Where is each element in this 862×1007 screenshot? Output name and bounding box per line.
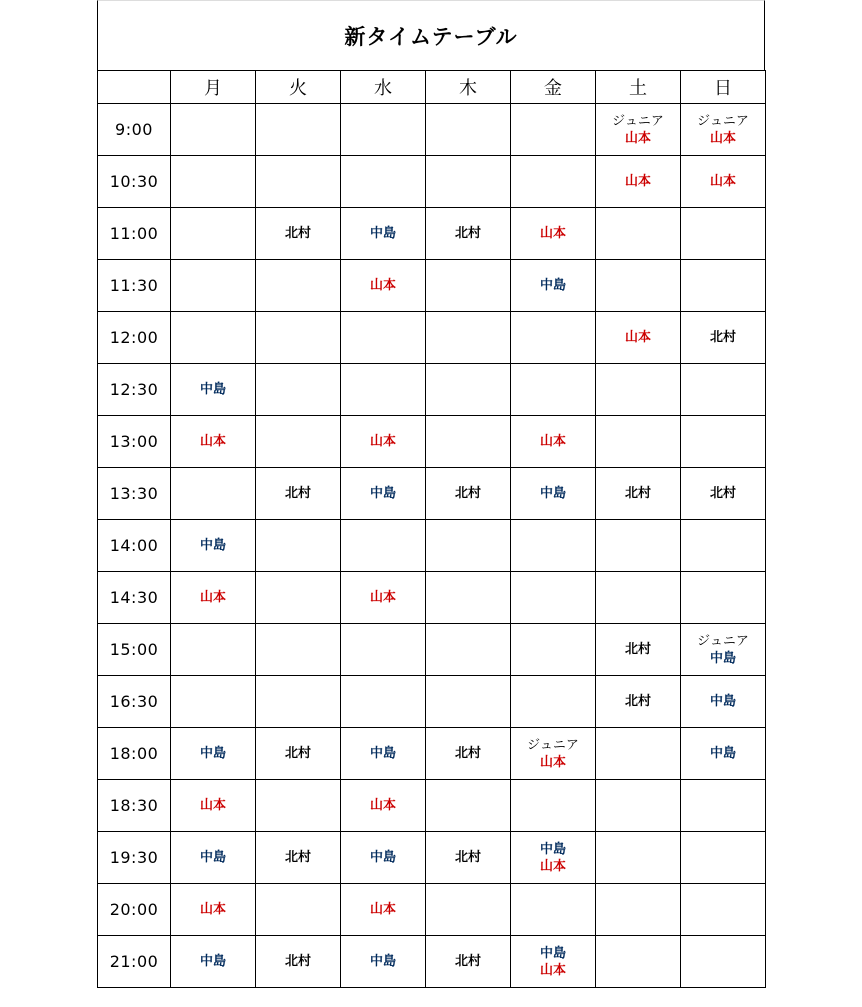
instructor-name: 山本 <box>369 902 396 917</box>
table-row <box>98 936 766 988</box>
time-cell: 18:30 <box>98 780 171 832</box>
day-header-cell: 木 <box>426 71 511 104</box>
schedule-cell <box>171 780 256 832</box>
instructor-name: 中島 <box>709 746 736 761</box>
schedule-cell <box>681 104 766 156</box>
instructor-name: 山本 <box>624 130 651 146</box>
schedule-cell <box>426 208 511 260</box>
schedule-cell <box>511 728 596 780</box>
schedule-cell <box>256 884 341 936</box>
schedule-cell <box>256 416 341 468</box>
schedule-cell <box>256 208 341 260</box>
instructor-name: 北村 <box>454 954 481 969</box>
time-cell: 15:00 <box>98 624 171 676</box>
time-cell: 14:00 <box>98 520 171 572</box>
instructor-name: 山本 <box>624 330 651 345</box>
day-header-cell: 金 <box>511 71 596 104</box>
instructor-name: 北村 <box>709 486 736 501</box>
schedule-cell <box>511 520 596 572</box>
schedule-cell <box>171 728 256 780</box>
schedule-cell <box>596 416 681 468</box>
time-cell: 11:30 <box>98 260 171 312</box>
schedule-cell <box>426 468 511 520</box>
instructor-name: 北村 <box>709 330 736 345</box>
class-tag: ジュニア <box>697 633 749 649</box>
schedule-cell <box>171 416 256 468</box>
instructor-name: 山本 <box>199 590 226 605</box>
schedule-cell <box>256 364 341 416</box>
page-title <box>97 0 765 70</box>
time-cell: 18:00 <box>98 728 171 780</box>
schedule-cell <box>596 520 681 572</box>
schedule-cell <box>341 572 426 624</box>
instructor-name: 北村 <box>284 954 311 969</box>
schedule-cell <box>596 936 681 988</box>
day-header-cell: 火 <box>256 71 341 104</box>
schedule-cell <box>596 468 681 520</box>
instructor-name: 中島 <box>539 278 566 293</box>
instructor-name: 山本 <box>369 434 396 449</box>
schedule-cell <box>171 156 256 208</box>
schedule-cell <box>681 728 766 780</box>
schedule-cell <box>681 208 766 260</box>
time-cell: 11:00 <box>98 208 171 260</box>
schedule-cell <box>596 832 681 884</box>
schedule-cell <box>596 260 681 312</box>
time-cell: 19:30 <box>98 832 171 884</box>
schedule-cell <box>341 936 426 988</box>
instructor-name: 山本 <box>539 754 566 770</box>
time-cell: 12:30 <box>98 364 171 416</box>
day-header-cell: 月 <box>171 71 256 104</box>
time-cell: 9:00 <box>98 104 171 156</box>
instructor-name: 北村 <box>454 850 481 865</box>
schedule-cell <box>511 936 596 988</box>
table-row <box>98 676 766 728</box>
schedule-cell <box>426 832 511 884</box>
schedule-cell <box>341 884 426 936</box>
schedule-cell <box>171 832 256 884</box>
schedule-cell <box>681 416 766 468</box>
schedule-cell <box>256 104 341 156</box>
instructor-name: 山本 <box>709 130 736 146</box>
instructor-name: 中島 <box>369 746 396 761</box>
schedule-cell <box>596 884 681 936</box>
time-cell: 20:00 <box>98 884 171 936</box>
schedule-cell <box>681 468 766 520</box>
timetable-grid <box>97 70 766 988</box>
schedule-cell <box>511 156 596 208</box>
time-cell: 10:30 <box>98 156 171 208</box>
schedule-cell <box>341 208 426 260</box>
schedule-cell <box>256 832 341 884</box>
schedule-cell <box>596 676 681 728</box>
schedule-cell <box>341 104 426 156</box>
instructor-name: 北村 <box>284 746 311 761</box>
schedule-cell <box>511 208 596 260</box>
schedule-cell <box>171 312 256 364</box>
day-header-cell: 土 <box>596 71 681 104</box>
schedule-cell <box>256 780 341 832</box>
timetable-sheet <box>97 0 765 988</box>
time-cell: 14:30 <box>98 572 171 624</box>
schedule-cell <box>256 312 341 364</box>
schedule-cell <box>256 936 341 988</box>
schedule-cell <box>596 624 681 676</box>
schedule-cell <box>681 520 766 572</box>
schedule-cell <box>681 884 766 936</box>
table-row <box>98 416 766 468</box>
schedule-cell <box>511 364 596 416</box>
instructor-name: 北村 <box>624 642 651 657</box>
instructor-name: 中島 <box>199 382 226 397</box>
instructor-name: 中島 <box>199 850 226 865</box>
schedule-cell <box>511 676 596 728</box>
schedule-cell <box>171 884 256 936</box>
schedule-cell <box>341 364 426 416</box>
table-row <box>98 780 766 832</box>
time-cell: 16:30 <box>98 676 171 728</box>
schedule-cell <box>426 520 511 572</box>
schedule-cell <box>171 260 256 312</box>
schedule-cell <box>681 780 766 832</box>
table-row <box>98 312 766 364</box>
schedule-cell <box>596 728 681 780</box>
schedule-cell <box>426 364 511 416</box>
schedule-cell <box>511 416 596 468</box>
schedule-cell <box>511 832 596 884</box>
schedule-cell <box>341 780 426 832</box>
schedule-cell <box>681 676 766 728</box>
instructor-name: 北村 <box>284 226 311 241</box>
schedule-cell <box>341 832 426 884</box>
schedule-cell <box>426 104 511 156</box>
instructor-name: 山本 <box>539 434 566 449</box>
schedule-cell <box>681 572 766 624</box>
schedule-cell <box>596 780 681 832</box>
time-cell: 21:00 <box>98 936 171 988</box>
instructor-name: 山本 <box>199 902 226 917</box>
instructor-name: 北村 <box>454 746 481 761</box>
schedule-cell <box>596 104 681 156</box>
schedule-cell <box>681 936 766 988</box>
schedule-cell <box>681 260 766 312</box>
schedule-cell <box>256 156 341 208</box>
schedule-cell <box>681 364 766 416</box>
instructor-name: 北村 <box>284 486 311 501</box>
schedule-cell <box>596 156 681 208</box>
schedule-cell <box>256 624 341 676</box>
instructor-name: 中島 <box>709 650 736 666</box>
title-text: 新タイムテーブル <box>344 24 518 49</box>
schedule-cell <box>511 260 596 312</box>
instructor-name: 中島 <box>369 954 396 969</box>
instructor-name: 北村 <box>284 850 311 865</box>
schedule-cell <box>681 312 766 364</box>
instructor-name: 山本 <box>199 798 226 813</box>
schedule-cell <box>426 884 511 936</box>
instructor-name: 北村 <box>454 486 481 501</box>
day-header-row <box>98 71 766 104</box>
schedule-cell <box>341 520 426 572</box>
instructor-name: 中島 <box>539 841 566 857</box>
instructor-name: 山本 <box>624 174 651 189</box>
instructor-name: 山本 <box>539 226 566 241</box>
schedule-cell <box>426 312 511 364</box>
schedule-cell <box>256 468 341 520</box>
table-row <box>98 884 766 936</box>
schedule-cell <box>341 624 426 676</box>
schedule-cell <box>171 364 256 416</box>
instructor-name: 中島 <box>199 954 226 969</box>
schedule-cell <box>596 364 681 416</box>
time-cell: 12:00 <box>98 312 171 364</box>
class-tag: ジュニア <box>697 113 749 129</box>
instructor-name: 山本 <box>369 798 396 813</box>
class-tag: ジュニア <box>527 737 579 753</box>
timetable-body <box>98 104 766 988</box>
schedule-cell <box>341 728 426 780</box>
corner-cell <box>98 71 171 104</box>
schedule-cell <box>171 468 256 520</box>
instructor-name: 北村 <box>624 486 651 501</box>
day-header-cell: 日 <box>681 71 766 104</box>
schedule-cell <box>426 416 511 468</box>
schedule-cell <box>341 468 426 520</box>
schedule-cell <box>256 728 341 780</box>
table-row <box>98 364 766 416</box>
schedule-cell <box>681 832 766 884</box>
schedule-cell <box>341 416 426 468</box>
instructor-name: 中島 <box>369 850 396 865</box>
schedule-cell <box>426 936 511 988</box>
instructor-name: 山本 <box>199 434 226 449</box>
schedule-cell <box>426 780 511 832</box>
schedule-cell <box>426 572 511 624</box>
day-header-cell: 水 <box>341 71 426 104</box>
schedule-cell <box>681 624 766 676</box>
instructor-name: 山本 <box>369 278 396 293</box>
instructor-name: 山本 <box>539 858 566 874</box>
time-cell: 13:00 <box>98 416 171 468</box>
schedule-cell <box>341 312 426 364</box>
schedule-cell <box>426 260 511 312</box>
schedule-cell <box>681 156 766 208</box>
instructor-name: 中島 <box>539 945 566 961</box>
instructor-name: 山本 <box>539 962 566 978</box>
schedule-cell <box>511 312 596 364</box>
schedule-cell <box>171 936 256 988</box>
schedule-cell <box>596 572 681 624</box>
schedule-cell <box>426 624 511 676</box>
schedule-cell <box>511 780 596 832</box>
instructor-name: 中島 <box>709 694 736 709</box>
schedule-cell <box>511 624 596 676</box>
table-row <box>98 520 766 572</box>
table-row <box>98 624 766 676</box>
table-row <box>98 572 766 624</box>
schedule-cell <box>171 676 256 728</box>
instructor-name: 山本 <box>369 590 396 605</box>
schedule-cell <box>171 624 256 676</box>
schedule-cell <box>256 260 341 312</box>
schedule-cell <box>426 728 511 780</box>
schedule-cell <box>171 520 256 572</box>
schedule-cell <box>511 572 596 624</box>
instructor-name: 北村 <box>624 694 651 709</box>
table-row <box>98 468 766 520</box>
instructor-name: 中島 <box>369 226 396 241</box>
table-row <box>98 260 766 312</box>
instructor-name: 中島 <box>199 746 226 761</box>
instructor-name: 北村 <box>454 226 481 241</box>
instructor-name: 中島 <box>199 538 226 553</box>
schedule-cell <box>171 572 256 624</box>
schedule-cell <box>171 104 256 156</box>
schedule-cell <box>256 572 341 624</box>
schedule-cell <box>511 104 596 156</box>
instructor-name: 中島 <box>539 486 566 501</box>
schedule-cell <box>256 520 341 572</box>
class-tag: ジュニア <box>612 113 664 129</box>
schedule-cell <box>596 208 681 260</box>
table-row <box>98 104 766 156</box>
schedule-cell <box>341 260 426 312</box>
instructor-name: 中島 <box>369 486 396 501</box>
schedule-cell <box>341 156 426 208</box>
schedule-cell <box>256 676 341 728</box>
schedule-cell <box>596 312 681 364</box>
table-row <box>98 728 766 780</box>
schedule-cell <box>511 884 596 936</box>
table-row <box>98 832 766 884</box>
instructor-name: 山本 <box>709 174 736 189</box>
time-cell: 13:30 <box>98 468 171 520</box>
schedule-cell <box>511 468 596 520</box>
schedule-cell <box>341 676 426 728</box>
schedule-cell <box>426 156 511 208</box>
table-row <box>98 208 766 260</box>
schedule-cell <box>426 676 511 728</box>
schedule-cell <box>171 208 256 260</box>
table-row <box>98 156 766 208</box>
